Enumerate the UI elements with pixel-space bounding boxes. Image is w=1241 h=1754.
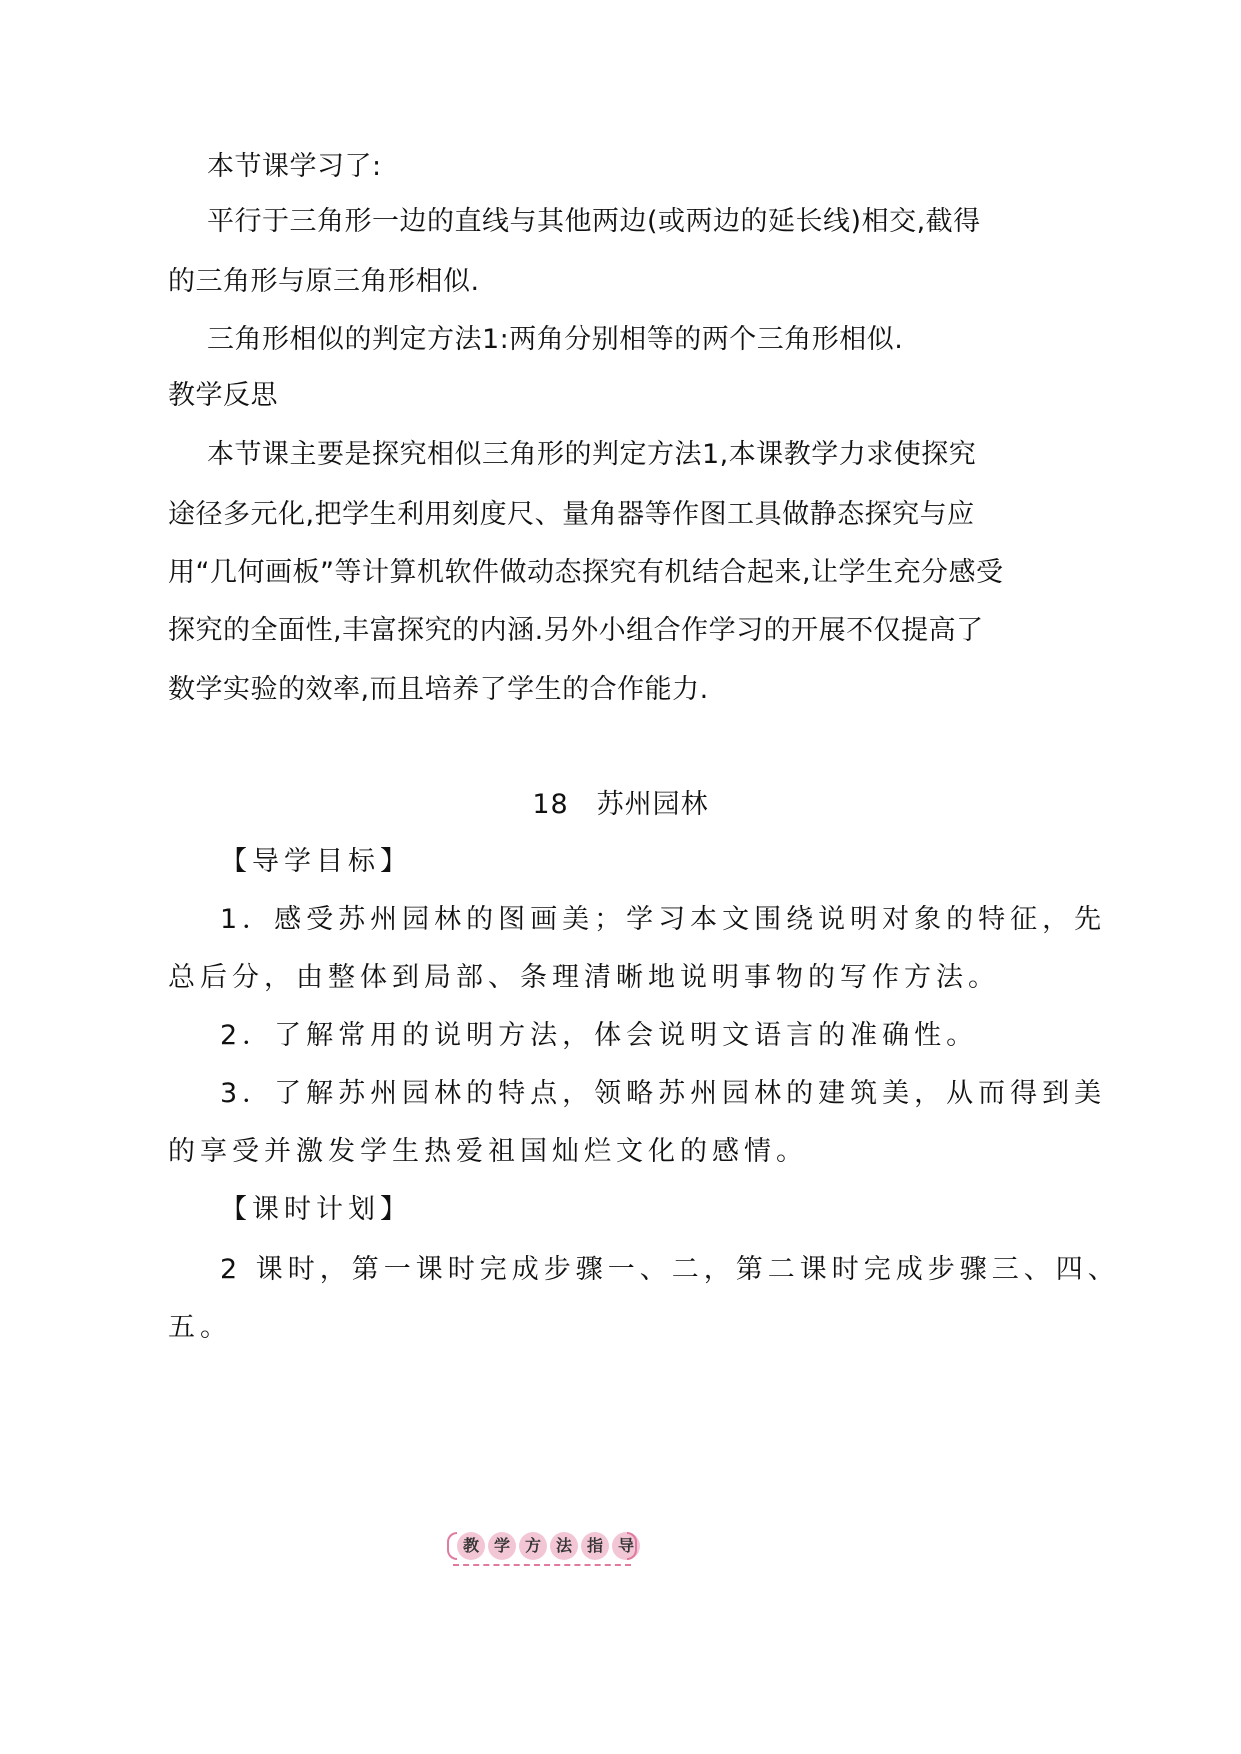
badge-dashed-underline (453, 1564, 631, 1566)
goal-2: 2．了解常用的说明方法，体会说明文语言的准确性。 (220, 1020, 979, 1051)
badge-char: 法 (550, 1532, 578, 1560)
summary-paragraph-2: 三角形相似的判定方法1:两角分别相等的两个三角形相似. (207, 324, 904, 355)
lesson-title (0, 785, 1241, 825)
goals-heading: 【导学目标】 (220, 846, 412, 877)
lesson-title-text: 苏州园林 (596, 789, 709, 820)
summary-paragraph-1-line-2: 的三角形与原三角形相似. (168, 266, 480, 297)
badge-char: 教 (457, 1532, 485, 1560)
reflection-line: 用“几何画板”等计算机软件做动态探究有机结合起来,让学生充分感受 (168, 557, 1004, 588)
teaching-method-badge (447, 1528, 637, 1568)
reflection-heading: 教学反思 (168, 380, 278, 411)
lesson-number: 18 (532, 789, 569, 820)
summary-intro: 本节课学习了: (207, 151, 382, 182)
badge-char: 指 (581, 1532, 609, 1560)
reflection-line: 探究的全面性,丰富探究的内涵.另外小组合作学习的开展不仅提高了 (168, 615, 984, 646)
reflection-line: 途径多元化,把学生利用刻度尺、量角器等作图工具做静态探究与应 (168, 499, 975, 530)
badge-char: 导 (612, 1532, 640, 1560)
plan-heading: 【课时计划】 (220, 1194, 412, 1225)
badge-left-bracket (447, 1532, 457, 1560)
badge-characters (457, 1532, 643, 1560)
badge-char: 方 (519, 1532, 547, 1560)
plan-line-1: 2 课时，第一课时完成步骤一、二，第二课时完成步骤三、四、 (220, 1254, 1120, 1285)
goal-1-line-1: 1．感受苏州园林的图画美；学习本文围绕说明对象的特征，先 (220, 904, 1107, 935)
goal-1-line-2: 总后分，由整体到局部、条理清晰地说明事物的写作方法。 (168, 962, 1000, 993)
goal-3-line-2: 的享受并激发学生热爱祖国灿烂文化的感情。 (168, 1136, 808, 1167)
reflection-line: 本节课主要是探究相似三角形的判定方法1,本课教学力求使探究 (207, 439, 977, 470)
goal-3-line-1: 3．了解苏州园林的特点，领略苏州园林的建筑美，从而得到美 (220, 1078, 1107, 1109)
plan-line-2: 五。 (168, 1312, 232, 1343)
badge-char: 学 (488, 1532, 516, 1560)
summary-paragraph-1-line-1: 平行于三角形一边的直线与其他两边(或两边的延长线)相交,截得 (207, 206, 981, 237)
reflection-line: 数学实验的效率,而且培养了学生的合作能力. (168, 674, 709, 705)
